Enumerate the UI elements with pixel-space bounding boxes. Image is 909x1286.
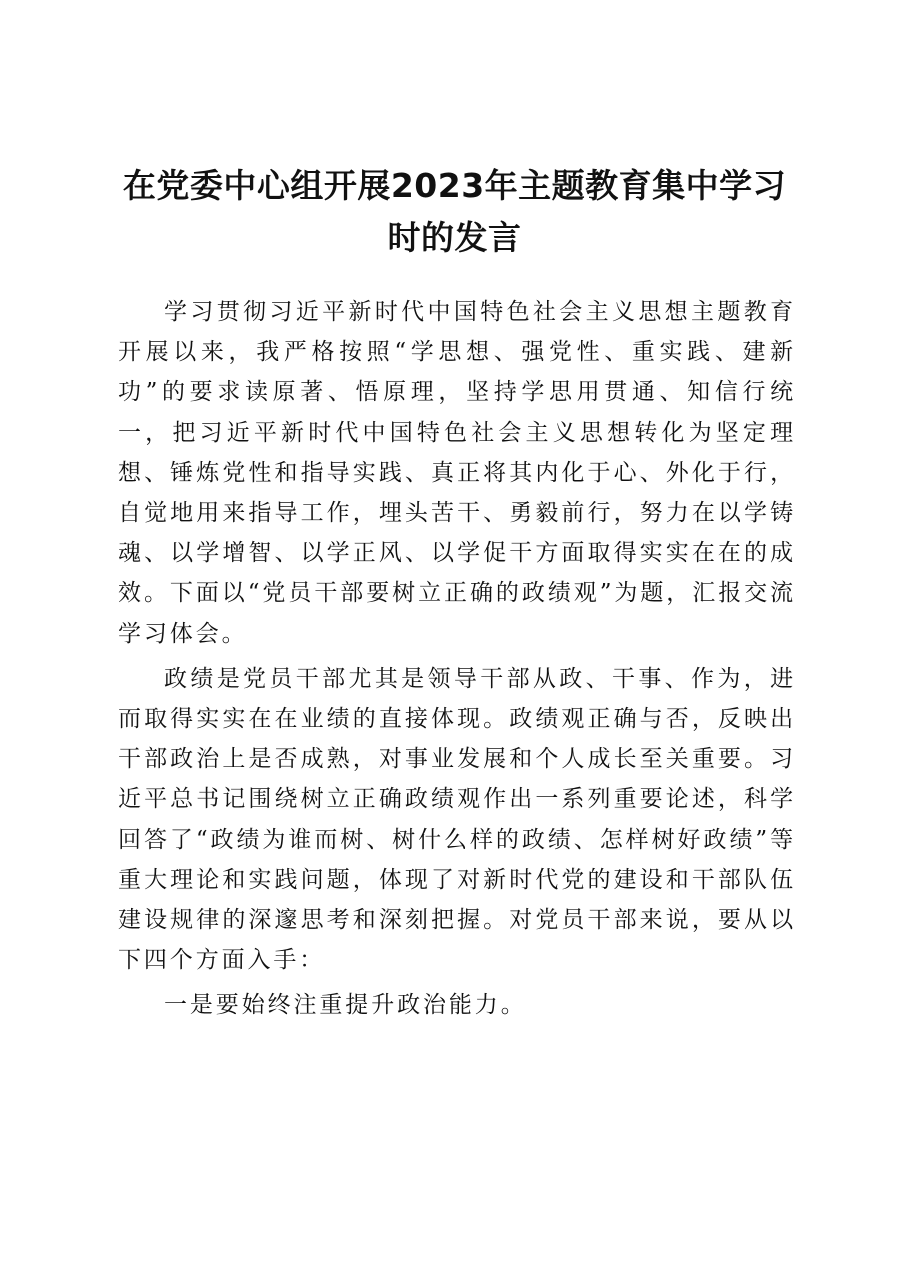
paragraph-political-achievement: 政绩是党员干部尤其是领导干部从政、干事、作为，进而取得实实在在业绩的直接体现。政绩观正确与否，反映出干部政治上是否成熟，对事业发展和个人成长至关重要。习近平总书记围绕树立正确政绩观作出一系列重要论述，科学回答了“政绩为谁而树、树什么样的政绩、怎样树好政绩”等重大理论和实践问题，体现了对新时代党的建设和干部队伍建设规律的深邃思考和深刻把握。对党员干部来说，要从以下四个方面入手：	[118, 665, 796, 974]
title-line-2: 时的发言	[387, 218, 522, 257]
document-body	[118, 292, 796, 1026]
paragraph-intro: 学习贯彻习近平新时代中国特色社会主义思想主题教育开展以来，我严格按照“学思想、强党性、重实践、建新功”的要求读原著、悟原理，坚持学思用贯通、知信行统一，把习近平新时代中国特色社会主义思想转化为坚定理想、锤炼党性和指导实践、真正将其内化于心、外化于行，自觉地用来指导工作，埋头苦干、勇毅前行，努力在以学铸魂、以学增智、以学正风、以学促干方面取得实实在在的成效。下面以“党员干部要树立正确的政绩观”为题，汇报交流学习体会。	[118, 299, 796, 647]
title-line-1: 在党委中心组开展2023年主题教育集中学习	[122, 166, 787, 205]
paragraph-point-one: 一是要始终注重提升政治能力。	[164, 992, 527, 1019]
document-title	[110, 160, 799, 264]
